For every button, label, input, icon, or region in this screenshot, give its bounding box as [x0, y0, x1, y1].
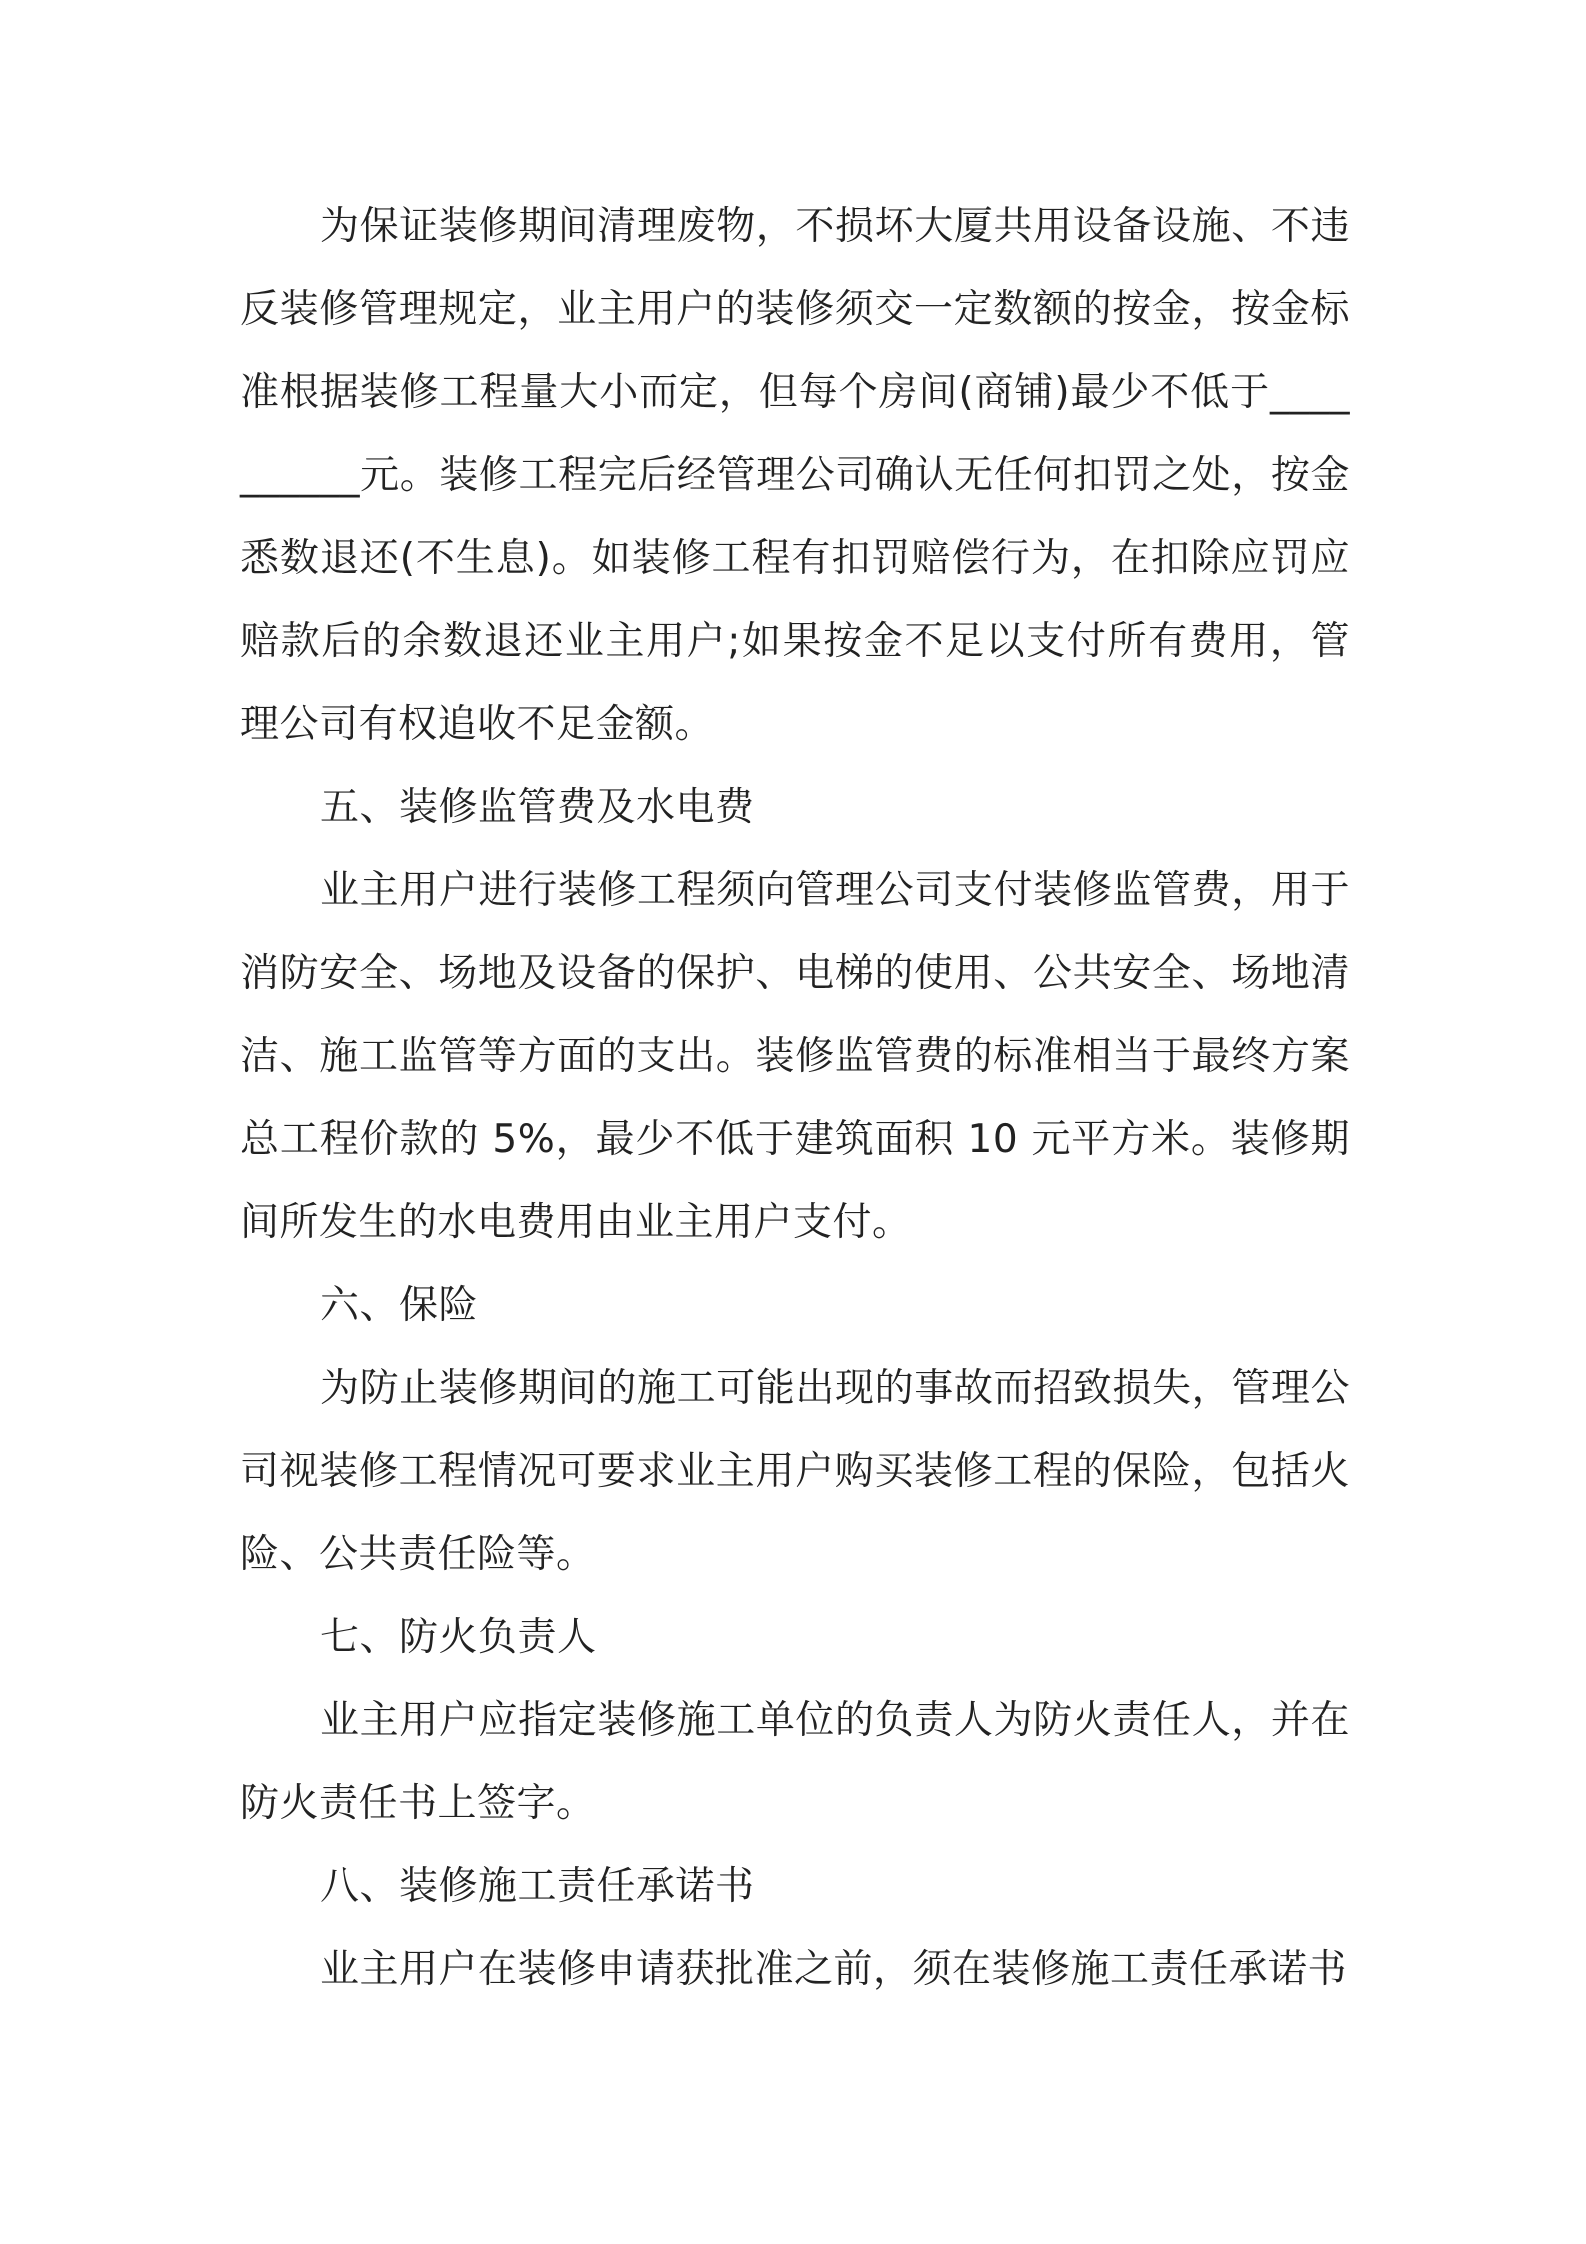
section-heading-supervision-fee: 五、装修监管费及水电费 — [320, 785, 755, 830]
paragraph-supervision-fee: 业主用户进行装修工程须向管理公司支付装修监管费，用于消防安全、场地及设备的保护、电梯的使用、公共安全、场地清洁、施工监管等方面的支出。装修监管费的标准相当于最终方案总工程价款的 5%，最少不低于建筑面积 10 元平方米。装修期间所发生的水电费用由业主用户支付。 — [240, 868, 1350, 1245]
document-body — [240, 185, 1350, 2011]
section-heading-insurance: 六、保险 — [320, 1283, 479, 1328]
section-heading-fire-officer: 七、防火负责人 — [320, 1615, 597, 1660]
paragraph-deposit: 为保证装修期间清理废物，不损坏大厦共用设备设施、不违反装修管理规定，业主用户的装修须交一定数额的按金，按金标准根据装修工程量大小而定，但每个房间(商铺)最少不低于__________元。装修工程完后经管理公司确认无任何扣罚之处，按金悉数退还(不生息)。如装修工程有扣罚赔偿行为，在扣除应罚应赔款后的余数退还业主用户;如果按金不足以支付所有费用，管理公司有权追收不足金额。 — [240, 204, 1350, 747]
section-heading-commitment-letter: 八、装修施工责任承诺书 — [320, 1864, 755, 1909]
paragraph-insurance: 为防止装修期间的施工可能出现的事故而招致损失，管理公司视装修工程情况可要求业主用户购买装修工程的保险，包括火险、公共责任险等。 — [240, 1366, 1350, 1577]
paragraph-fire-officer: 业主用户应指定装修施工单位的负责人为防火责任人，并在防火责任书上签字。 — [240, 1698, 1350, 1826]
paragraph-commitment-letter: 业主用户在装修申请获批准之前，须在装修施工责任承诺书 — [320, 1947, 1348, 1992]
